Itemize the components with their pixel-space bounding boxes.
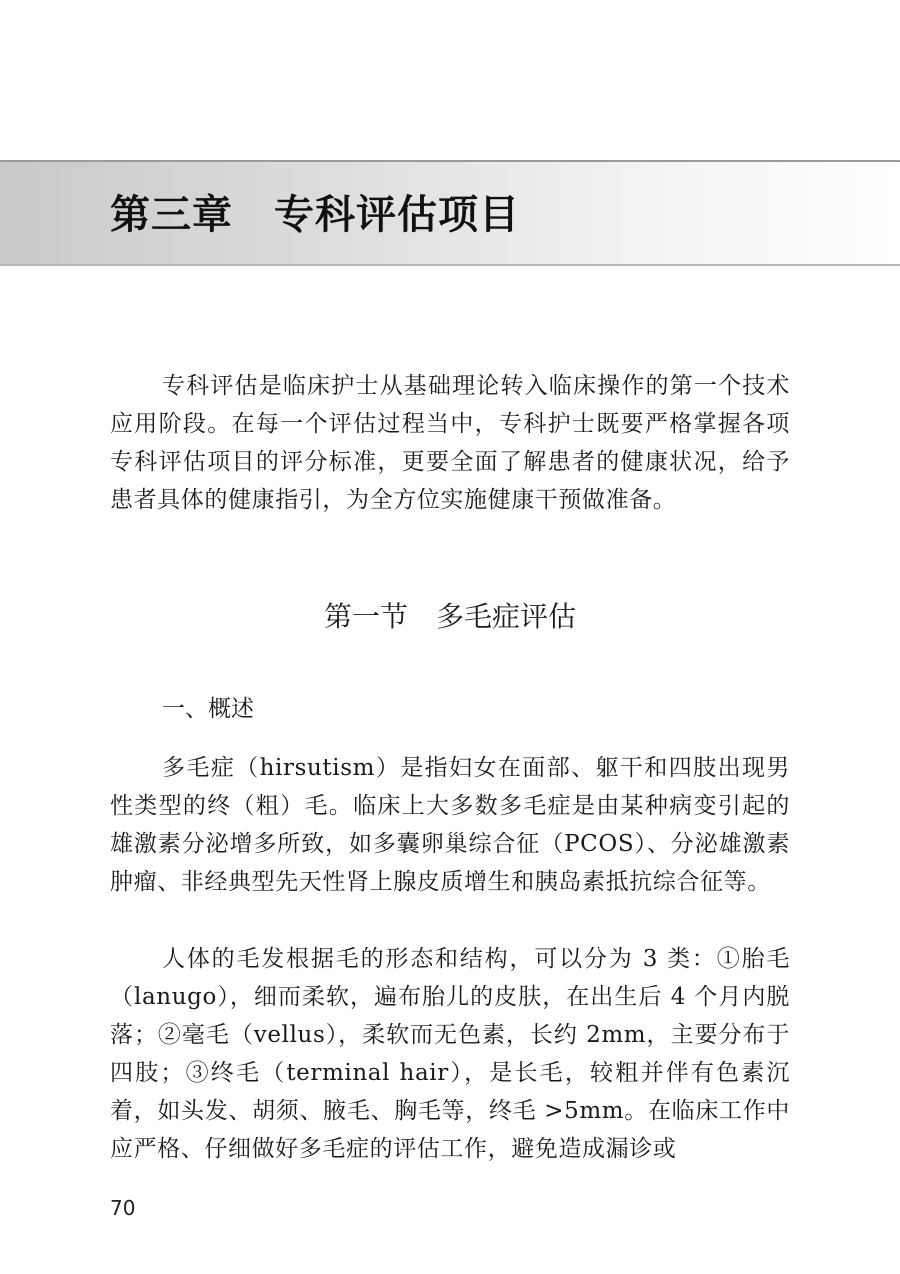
subsection-heading: 一、概述 xyxy=(162,696,254,722)
body-paragraph-hirsutism-definition: 多毛症（hirsutism）是指妇女在面部、躯干和四肢出现男性类型的终（粗）毛。临床上大多数多毛症是由某种病变引起的雄激素分泌增多所致，如多囊卵巢综合征（PCOS）、分泌雄激素肿瘤、非经典型先天性肾上腺皮质增生和胰岛素抵抗综合征等。 xyxy=(110,755,790,895)
body-paragraph-hair-types: 人体的毛发根据毛的形态和结构，可以分为 3 类：①胎毛（lanugo），细而柔软，遍布胎儿的皮肤，在出生后 4 个月内脱落；②毫毛（vellus），柔软而无色素，长约 2mm，主要分布于四肢；③终毛（terminal hair），是长毛，较粗并伴有色素沉着，如头发、胡须、腋毛、胸毛等，终毛 >5mm。在临床工作中应严格、仔细做好多毛症的评估工作，避免造成漏诊或 xyxy=(110,946,790,1162)
intro-paragraph: 专科评估是临床护士从基础理论转入临床操作的第一个技术应用阶段。在每一个评估过程当中，专科护士既要严格掌握各项专科评估项目的评分标准，更要全面了解患者的健康状况，给予患者具体的健康指引，为全方位实施健康干预做准备。 xyxy=(110,373,790,513)
section-title: 第一节 多毛症评估 xyxy=(323,600,576,633)
chapter-title: 第三章 专科评估项目 xyxy=(110,191,520,238)
page-number: 70 xyxy=(110,1196,136,1220)
